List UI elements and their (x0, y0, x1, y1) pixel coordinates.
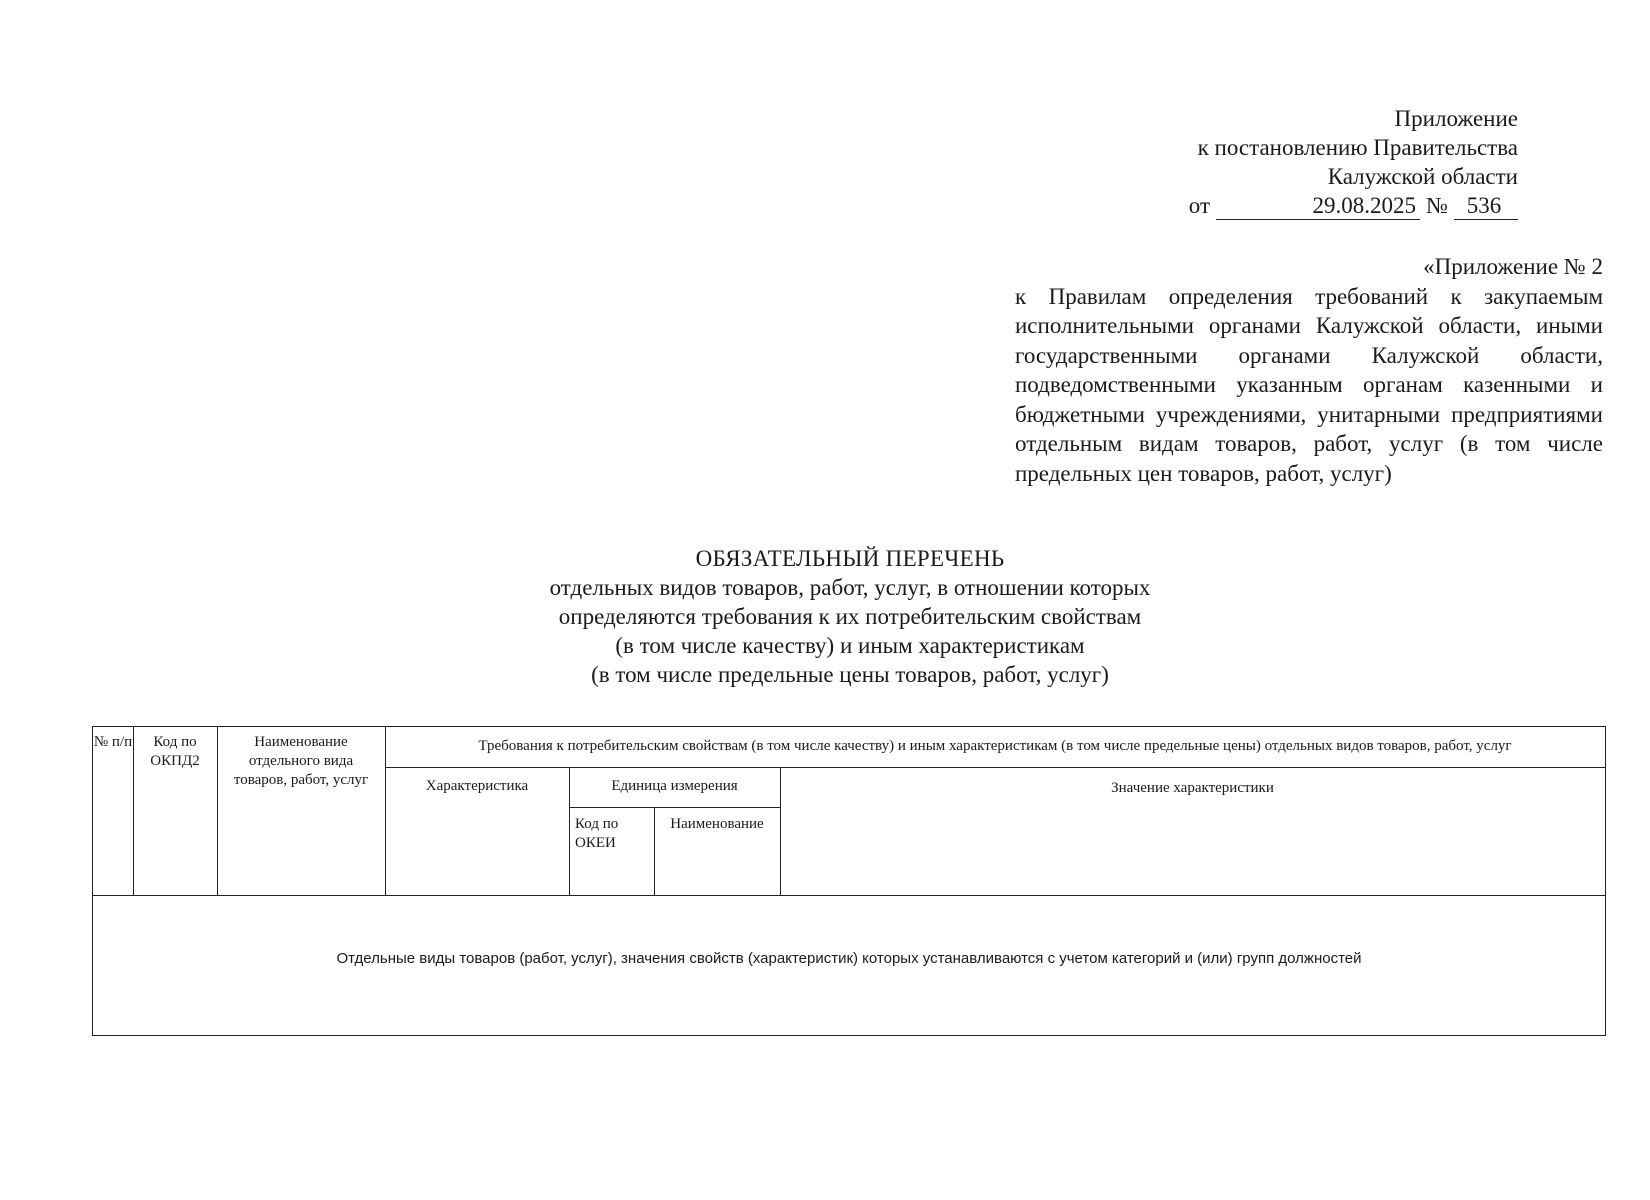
header-okpd: Код по ОКПД2 (150, 734, 200, 769)
approval-date: 29.08.2025 (1216, 193, 1420, 220)
title-line-5: (в том числе предельные цены товаров, работ, услуг) (591, 662, 1109, 687)
approval-number: 536 (1454, 193, 1518, 220)
table-divider (385, 767, 1605, 768)
number-prefix: № (1426, 193, 1448, 218)
header-num: № п/п (93, 734, 133, 750)
header-requirements: Требования к потребительским свойствам (в том числе качеству) и иным характеристикам (в том числе предельные цены) отдельных видов товаров, работ, услуг (478, 738, 1512, 754)
approval-line-1: Приложение (1394, 106, 1518, 131)
title-main: ОБЯЗАТЕЛЬНЫЙ ПЕРЕЧЕНЬ (695, 546, 1005, 571)
header-characteristic: Характеристика (425, 778, 529, 794)
title-line-3: определяются требования к их потребительским свойствам (558, 604, 1142, 629)
table-divider (93, 895, 1605, 896)
date-prefix: от (1188, 193, 1211, 218)
header-product-name: Наименование отдельного вида товаров, работ, услуг (233, 734, 369, 788)
approval-block (1018, 104, 1518, 220)
appendix-block (1015, 252, 1603, 488)
appendix-text: к Правилам определения требований к закупаемым исполнительными органами Калужской области, иными государственными органами Калужской области, подведомственными указанным органам казенными и бюджетными учреждениями, унитарными предприятиями отдельным видам товаров, работ, услуг (в том числе предельных цен товаров, работ, услуг) (1015, 283, 1603, 486)
header-okei-code: Код по ОКЕИ (575, 816, 619, 851)
header-unit-name: Наименование (670, 816, 764, 832)
requirements-table (92, 726, 1606, 1036)
appendix-title: «Приложение № 2 (1423, 254, 1603, 279)
approval-line-3: Калужской области (1327, 164, 1518, 189)
header-unit: Единица измерения (611, 778, 738, 794)
table-divider (569, 807, 780, 808)
title-line-2: отдельных видов товаров, работ, услуг, в отношении которых (549, 575, 1151, 600)
header-value: Значение характеристики (1111, 780, 1274, 796)
document-title (400, 544, 1300, 689)
approval-line-2: к постановлению Правительства (1197, 135, 1518, 160)
section-row-text: Отдельные виды товаров (работ, услуг), значения свойств (характеристик) которых устанавливаются с учетом категорий и (или) групп должностей (336, 950, 1362, 967)
approval-date-line (1018, 191, 1518, 220)
title-line-4: (в том числе качеству) и иным характеристикам (615, 633, 1085, 658)
